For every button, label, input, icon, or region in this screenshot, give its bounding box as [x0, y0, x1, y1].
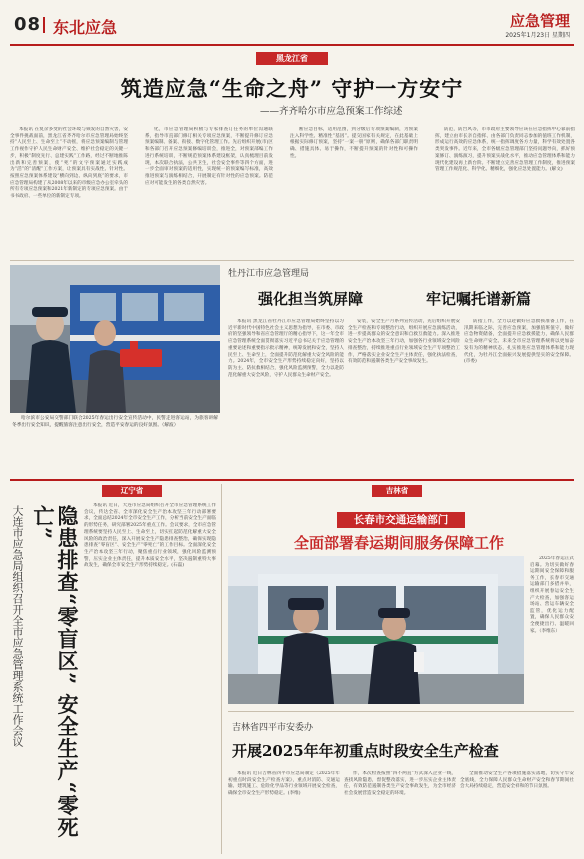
- article-column: 本报讯 近日吉林省四平市应急局制定《2025年年初重点时段安全生产检查方案》，重点对消防、交通运输、建筑施工、危险化学品等行业领域开展安全检查，确保全市安全生产形势稳定。(李维): [228, 771, 340, 797]
- divider: [221, 484, 222, 854]
- side-text: [530, 556, 574, 704]
- subheadline: ——齐齐哈尔市应急预案工作综述: [260, 106, 403, 117]
- article-body: 本报讯 近日，大连市应急局组织召开全市应急管理系统工作会议，传达全省、全市深化安全生产治本攻坚三年行动部署要求，全面总结2024年全市安全生产工作，分析当前安全生产面临的形势任务，研究部署2025年重点工作。会议要求，全市应急管理系统要坚持人民至上、生命至上，切实扛起防范化解重大安全风险的政治责任，深入开展安全生产隐患排查整治，确保实现隐患排查“零盲区”、安全生产“零死亡”的工作目标。全面深化安全生产治本攻坚三年行动，聚焦重点行业领域，强化风险监测预警，压实企业主体责任，提升本质安全水平，坚决遏制重特大事故发生，确保全市安全生产形势持续稳定。(石磊): [84, 503, 216, 569]
- brand-logo: 应急管理: [509, 12, 570, 30]
- article-column: 全面推动安全生产各项措施落实落地，切实守牢安全底线，全力保障人民群众生命财产安全和春节期间社会大局持续稳定，营造安全祥和的节日氛围。: [460, 771, 574, 790]
- vertical-subheadline: 大连市应急局组织召开全市应急管理系统工作会议: [11, 505, 24, 747]
- source-label: 吉林省四平市安委办: [232, 723, 314, 733]
- photo-bus-inspection: [228, 556, 524, 704]
- article-column: 本报讯 在复杂多变的社会环境与频发的自然灾害，安全事件挑战面前，黑龙江省齐齐哈尔市应急管理局始终坚持“人民至上、生命至上”不动摇，将应急预案编制与管理工作视作守护人民生命财产安全、维护社会稳定的关键一步，积极“制度先行、总建实践”工作路，经过不断地推陈出新和完善预案，使“死”的文字预案通过实践成为“活”的“清醒”工作方案，让预案具有实战性、针对性。按照应急预案体系建设“横向到边、纵向到底”的要求，市应急管理局构建了从2008年以来的市级应急办公室牵头的所有专项应急预案和2021年新制定的专项应急预案。由于书书政府、一些单位的新制定专项。: [10, 127, 128, 200]
- photo-bus-scene: [10, 265, 220, 413]
- divider: [10, 260, 574, 261]
- page-number: 08: [14, 14, 42, 35]
- region-tag: 吉林省: [372, 485, 422, 497]
- article-column: 断应急目标，适用范围，到分级后专项预案编制，为预案注入科学性、精准性“基因”。提交国家有关规定，在此基础上根据实际修订预案，坚持“一案一册”原则，确保各部门职责明确、措施具体、易于操作，不断提升预案的针对性和可操作性。: [290, 127, 418, 159]
- source-banner: 长春市交通运输部门: [337, 512, 465, 528]
- article-column: 安装，安全生产月系列宣传活动，先后组织开展安全生产检查和专项整治行动，组织开展应急演练活动，进一步提高群众的安全意识和自救互救能力。深入推进安全生产治本攻坚三年行动，加强各行业领域安全风险排查整治，持续推进重点行业领域安全生产专项整治工作，严格落实企业安全生产主体责任，强化执法检查，有效防范和遏制各类生产安全事故发生。: [348, 319, 460, 365]
- section-name: 东北应急: [53, 18, 118, 37]
- article-column: 化，市应急管理局积极与专家排查订任务的单位沟通联系，指导市直部门修订相关专项应急预案，不断提升修订应急预案编制、备案、衔接、数字化管理工作。先后组织开展(市)区和各部门召开应急预案修编培训会，推进全，对预案部编工作进行系统培训，不断规范预案体系建设框架，认真梳理目前发现，本次联合执法，公共卫生，社会安全事件等四个方面，进一步全面审对预案的适用性，实现统一的预案编写标准，高效推进预案与演练相结合，开展制定有针对性的应急预案。防范应对可能发生的各类自然灾害。: [145, 127, 273, 186]
- page-number-divider: [43, 17, 45, 33]
- headline-left: 强化担当筑屏障: [258, 290, 364, 308]
- masthead-rule: [10, 44, 574, 46]
- headline: 筑造应急“生命之舟” 守护一方安宁: [120, 76, 464, 101]
- side-text-body: 2025年春运正式启幕。为切实做好春运期间安全保障和服务工作，长春市交通运输部门多措并举，组织开展春运安全生产大检查，加强客运场站、营运车辆安全监管，优化运力配置，确保人民群众安全便捷出行、温暖回家。: [530, 556, 574, 634]
- article-column: 作，本次检查按照“四不两直”方式深入企业一线，查找风险隐患，督促整改落实，进一步压实企业主体责任，有效防范遏制各类生产安全事故发生，为全市经济社会发展营造安全稳定的环境。: [344, 771, 456, 797]
- vertical-headline: 隐患排查“零盲区” 安全生产“零死亡”: [31, 505, 80, 839]
- region-tag: 辽宁省: [102, 485, 162, 497]
- source-label: 牡丹江市应急管理局: [228, 269, 310, 279]
- news-photo: [10, 265, 220, 413]
- issue-date: 2025年1月23日 星期四: [505, 32, 570, 39]
- article-column: 防指工作，全力以赴做好应急救援准备工作，在汛期来临之际，完善应急预案，加强值班值守，做好应急物资储备，全面提升应急救援能力，确保人民群众生命财产安全。未来全市应急管理系统将以更加奋发有为的精神状态，扎实推进应急管理体系和能力现代化，为牡丹江全面振兴发展提供坚实的安全保障。(市委): [464, 319, 574, 365]
- headline-right: 牢记嘱托谱新篇: [426, 290, 532, 308]
- region-tag: 黑龙江省: [256, 52, 328, 65]
- news-photo: [228, 556, 524, 704]
- divider: [228, 711, 574, 712]
- masthead: [0, 0, 584, 44]
- photo-caption: 哈尔滨市公安局交警部门联合2025年春运出行安全宣传活动中，民警走进客运站，为旅客讲解冬季出行安全知识，提醒旅客注意出行安全，营造平安春运的良好氛围。（解波）: [12, 416, 218, 428]
- section-rule: [10, 479, 574, 481]
- article-column: 防范，防台风等，市市政府主要领导应该在应急指挥中心靠前指挥，建立由市长亲自指挥、由各部门负责同志参加的值班工作机制，形成运行高效的应急体系，统一指挥调度各方力量，科学有效处置各类突发事件。近年来，全市各级应急管理部门坚持问题导向，抓好预案修订、演练演习，提升预案实战化水平，推动应急管理体系和能力现代化建设再上新台阶。不断建立完善应急管理工作制度，推进预案管理工作规范化、科学化、精细化，强化应急处置能力。(解文): [435, 127, 575, 173]
- byline: （李维东）: [539, 628, 560, 634]
- article-column: 本报讯 黑龙江省牡丹江市应急管理局始终坚持以习近平新时代中国特色社会主义思想为指导，在市委、市政府的坚强领导和省应急管理厅的精心指导下，这一年全市应急管理系统全面贯彻落实习近平总书记关于应急管理的重要论述和重要指示批示精神，统筹发展和安全，坚持人民至上、生命至上，全面提升防范化解重大安全风险的能力。2024年，全市安全生产形势持续稳定向好，坚持以防为主、防抗救相结合，强化风险监测预警，全力以赴防范化解重大安全风险，守护人民群众生命财产安全。: [228, 319, 344, 378]
- headline: 全面部署春运期间服务保障工作: [293, 534, 504, 552]
- headline: 开展2025年年初重点时段安全生产检查: [232, 742, 499, 760]
